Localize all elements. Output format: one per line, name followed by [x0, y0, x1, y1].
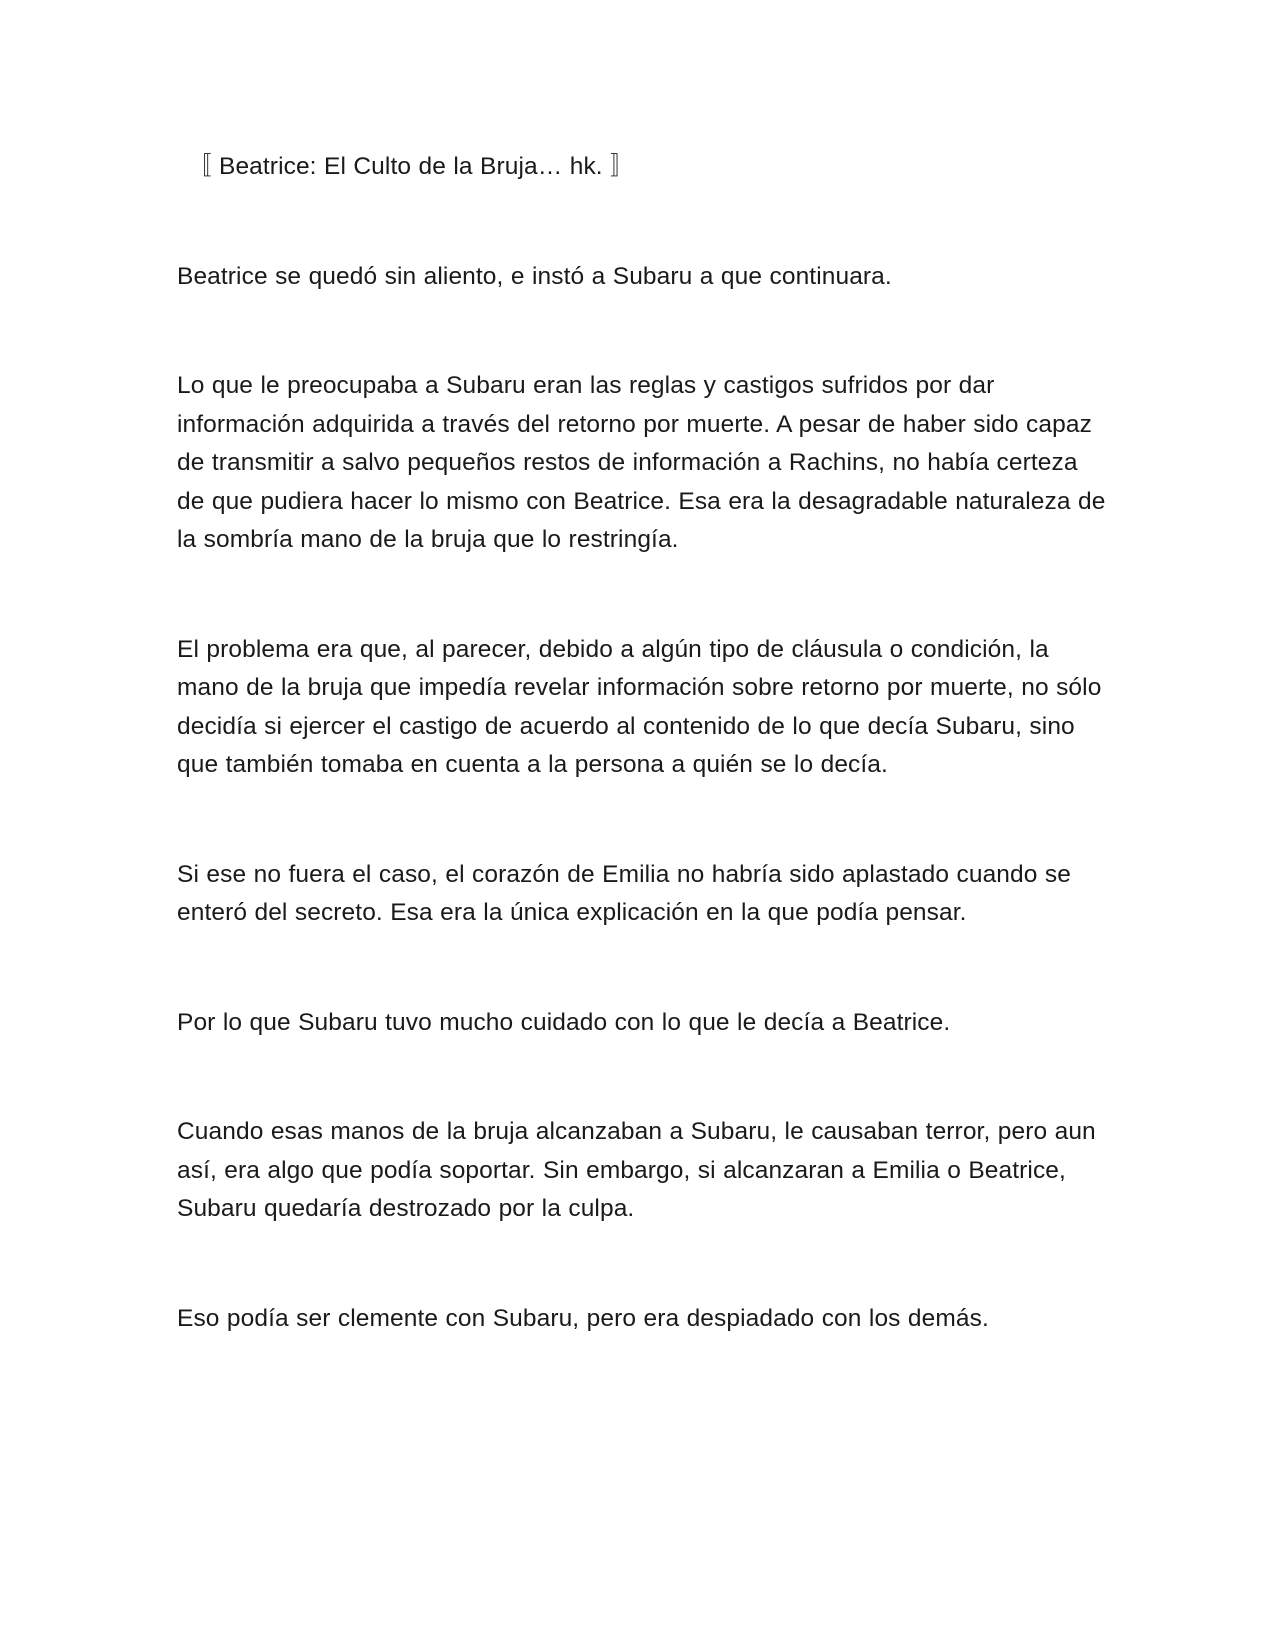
paragraph-6: Cuando esas manos de la bruja alcanzaban a Subaru, le causaban terror, pero aun así, era algo que podía soportar. Sin embargo, si alcanzaran a Emilia o Beatrice, Subaru quedaría destrozado por la culpa.: [177, 1118, 1096, 1222]
paragraph-1: Beatrice se quedó sin aliento, e instó a Subaru a que continuara.: [177, 262, 892, 290]
paragraph-2: Lo que le preocupaba a Subaru eran las reglas y castigos sufridos por dar información adquirida a través del retorno por muerte. A pesar de haber sido capaz de transmitir a salvo pequeños restos de información a Rachins, no había certeza de que pudiera hacer lo mismo con Beatrice. Esa era la desagradable naturaleza de la sombría mano de la bruja que lo restringía.: [177, 372, 1106, 553]
paragraph-3: El problema era que, al parecer, debido a algún tipo de cláusula o condición, la mano de la bruja que impedía revelar información sobre retorno por muerte, no sólo decidía si ejercer el castigo de acuerdo al contenido de lo que decía Subaru, sino que también tomaba en cuenta a la persona a quién se lo decía.: [177, 635, 1102, 778]
dialogue-heading: 〚 Beatrice: El Culto de la Bruja… hk. 〛: [187, 153, 635, 180]
paragraph-7: Eso podía ser clemente con Subaru, pero era despiadado con los demás.: [177, 1304, 989, 1332]
paragraph-5: Por lo que Subaru tuvo mucho cuidado con lo que le decía a Beatrice.: [177, 1008, 951, 1036]
paragraph-4: Si ese no fuera el caso, el corazón de Emilia no habría sido aplastado cuando se enteró del secreto. Esa era la única explicación en la que podía pensar.: [177, 860, 1071, 926]
document-body: [177, 148, 1107, 1338]
